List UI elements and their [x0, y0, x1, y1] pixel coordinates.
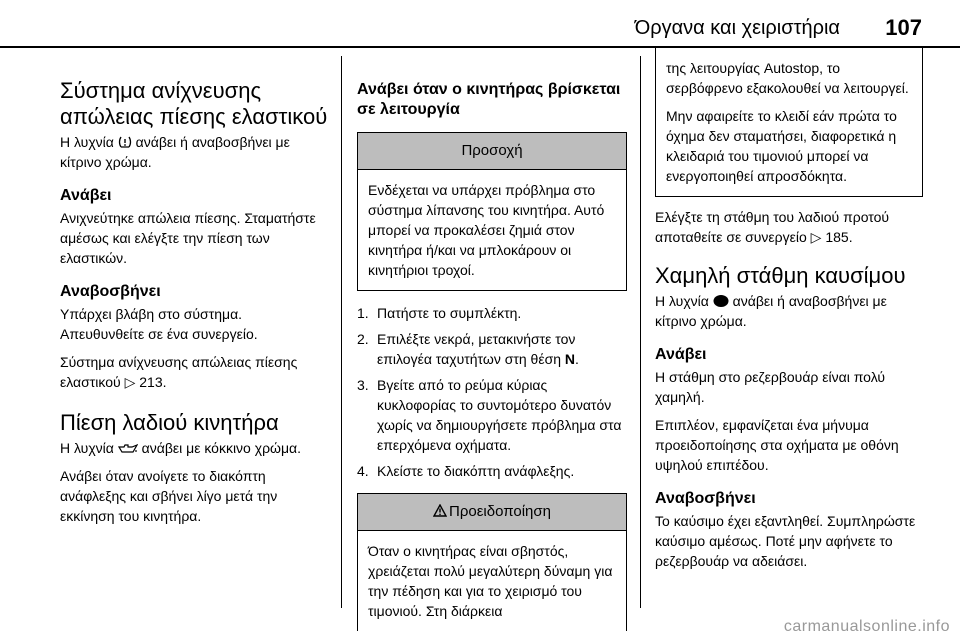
lights-text: Ανιχνεύτηκε απώλεια πίεσης. Σταματήστε αμέσως και ελέγξτε την πίεση των ελαστικών. [60, 210, 316, 266]
low-fuel-heading: Χαμηλή στάθμη καυσίμου [655, 263, 906, 288]
reference-arrow-icon: ▷ [124, 374, 136, 390]
warning-triangle-icon [433, 504, 447, 517]
flash-text: Υπάρχει βλάβη στο σύστημα. Απευθυνθείτε σε ένα συνεργείο. [60, 306, 258, 342]
warning-continued-text-1: της λειτουργίας Autostop, το σερβόφρενο εξακολουθεί να λειτουργεί. [666, 60, 909, 96]
list-item: 4. Κλείστε το διακόπτη ανάφλεξης. [357, 463, 575, 479]
flash-heading: Αναβοσβήνει [60, 283, 161, 300]
lights-heading: Ανάβει [60, 187, 112, 204]
warning-box-title: Προειδοποίηση [358, 494, 626, 531]
warning-box-text: Όταν ο κινητήρας είναι σβηστός, χρειάζεται πολύ μεγαλύτερη δύναμη για την πέδηση και για το χειρισμό του τιμονιού. Στη διάρκεια [368, 543, 613, 619]
list-item: 1. Πατήστε το συμπλέκτη. [357, 305, 522, 321]
steps-list [357, 303, 627, 481]
column-3 [655, 56, 923, 608]
warning-continued-text-2: Μην αφαιρείτε το κλειδί εάν πρώτα το όχημα δεν σταματήσει, διαφορετικά η κλειδαριά του τιμονιού μπορεί να ενεργοποιηθεί απροσδόκητα. [666, 108, 897, 184]
oil-pressure-intro: Η λυχνία ανάβει με κόκκινο χρώμα. [60, 440, 302, 456]
fuel-pump-icon [713, 294, 729, 308]
list-item: 2. Επιλέξτε νεκρά, μετακινήστε τον επιλογέα ταχυτήτων στη θέση N. [357, 331, 579, 367]
tire-pressure-heading: Σύστημα ανίχνευσης απώλειας πίεσης ελαστικού [60, 78, 328, 129]
oil-can-icon [118, 443, 138, 455]
flash-text-ref: Σύστημα ανίχνευσης απώλειας πίεσης ελαστικού ▷ 213. [60, 354, 298, 390]
fuel-flash-heading: Αναβοσβήνει [655, 490, 756, 507]
reference-arrow-icon: ▷ [810, 229, 822, 245]
warning-box [357, 493, 627, 631]
caution-box [357, 132, 627, 291]
column-divider-1 [341, 56, 342, 608]
caution-box-text: Ενδέχεται να υπάρχει πρόβλημα στο σύστημα λίπανσης του κινητήρα. Αυτό μπορεί να προκαλέσει ζημιά στον κινητήρα ή/και να μπλοκάρουν οι κινητήριοι τροχοί. [368, 182, 605, 278]
fuel-flash-text: Το καύσιμο έχει εξαντληθεί. Συμπληρώστε καύσιμο αμέσως. Ποτέ μην αφήνετε το ρεζερβουάρ να αδειάσει. [655, 513, 916, 569]
oil-check-text: Ελέγξτε τη στάθμη του λαδιού προτού αποταθείτε σε συνεργείο ▷ 185. [655, 209, 890, 245]
watermark: carmanualsonline.info [783, 618, 950, 635]
column-divider-2 [640, 56, 641, 608]
oil-pressure-heading: Πίεση λαδιού κινητήρα [60, 410, 279, 435]
fuel-lights-text-2: Επιπλέον, εμφανίζεται ένα μήνυμα προειδοποίησης στα οχήματα με οθόνη υψηλού επιπέδου. [655, 417, 899, 473]
column-1 [60, 56, 328, 608]
column-2 [357, 56, 627, 619]
oil-pressure-text: Ανάβει όταν ανοίγετε το διακόπτη ανάφλεξης και σβήνει λίγο μετά την εκκίνηση του κινητήρα. [60, 468, 278, 524]
warning-box-continued [655, 46, 923, 197]
page-number: 107 [885, 15, 922, 40]
tire-pressure-intro: Η λυχνία ανάβει ή αναβοσβήνει με κίτρινο χρώμα. [60, 134, 290, 170]
engine-running-heading: Ανάβει όταν ο κινητήρας βρίσκεται σε λειτουργία [357, 81, 621, 118]
caution-box-title: Προσοχή [358, 133, 626, 170]
low-fuel-intro: Η λυχνία ανάβει ή αναβοσβήνει με κίτρινο χρώμα. [655, 293, 887, 329]
fuel-lights-heading: Ανάβει [655, 346, 707, 363]
fuel-lights-text: Η στάθμη στο ρεζερβουάρ είναι πολύ χαμηλή. [655, 369, 886, 405]
chapter-title: Όργανα και χειριστήρια [634, 17, 840, 39]
list-item: 3. Βγείτε από το ρεύμα κύριας κυκλοφορίας το συντομότερο δυνατόν χωρίς να δημιουργήσετε πρόβλημα στα επερχόμενα οχήματα. [357, 377, 622, 453]
tire-pressure-icon [118, 135, 132, 149]
